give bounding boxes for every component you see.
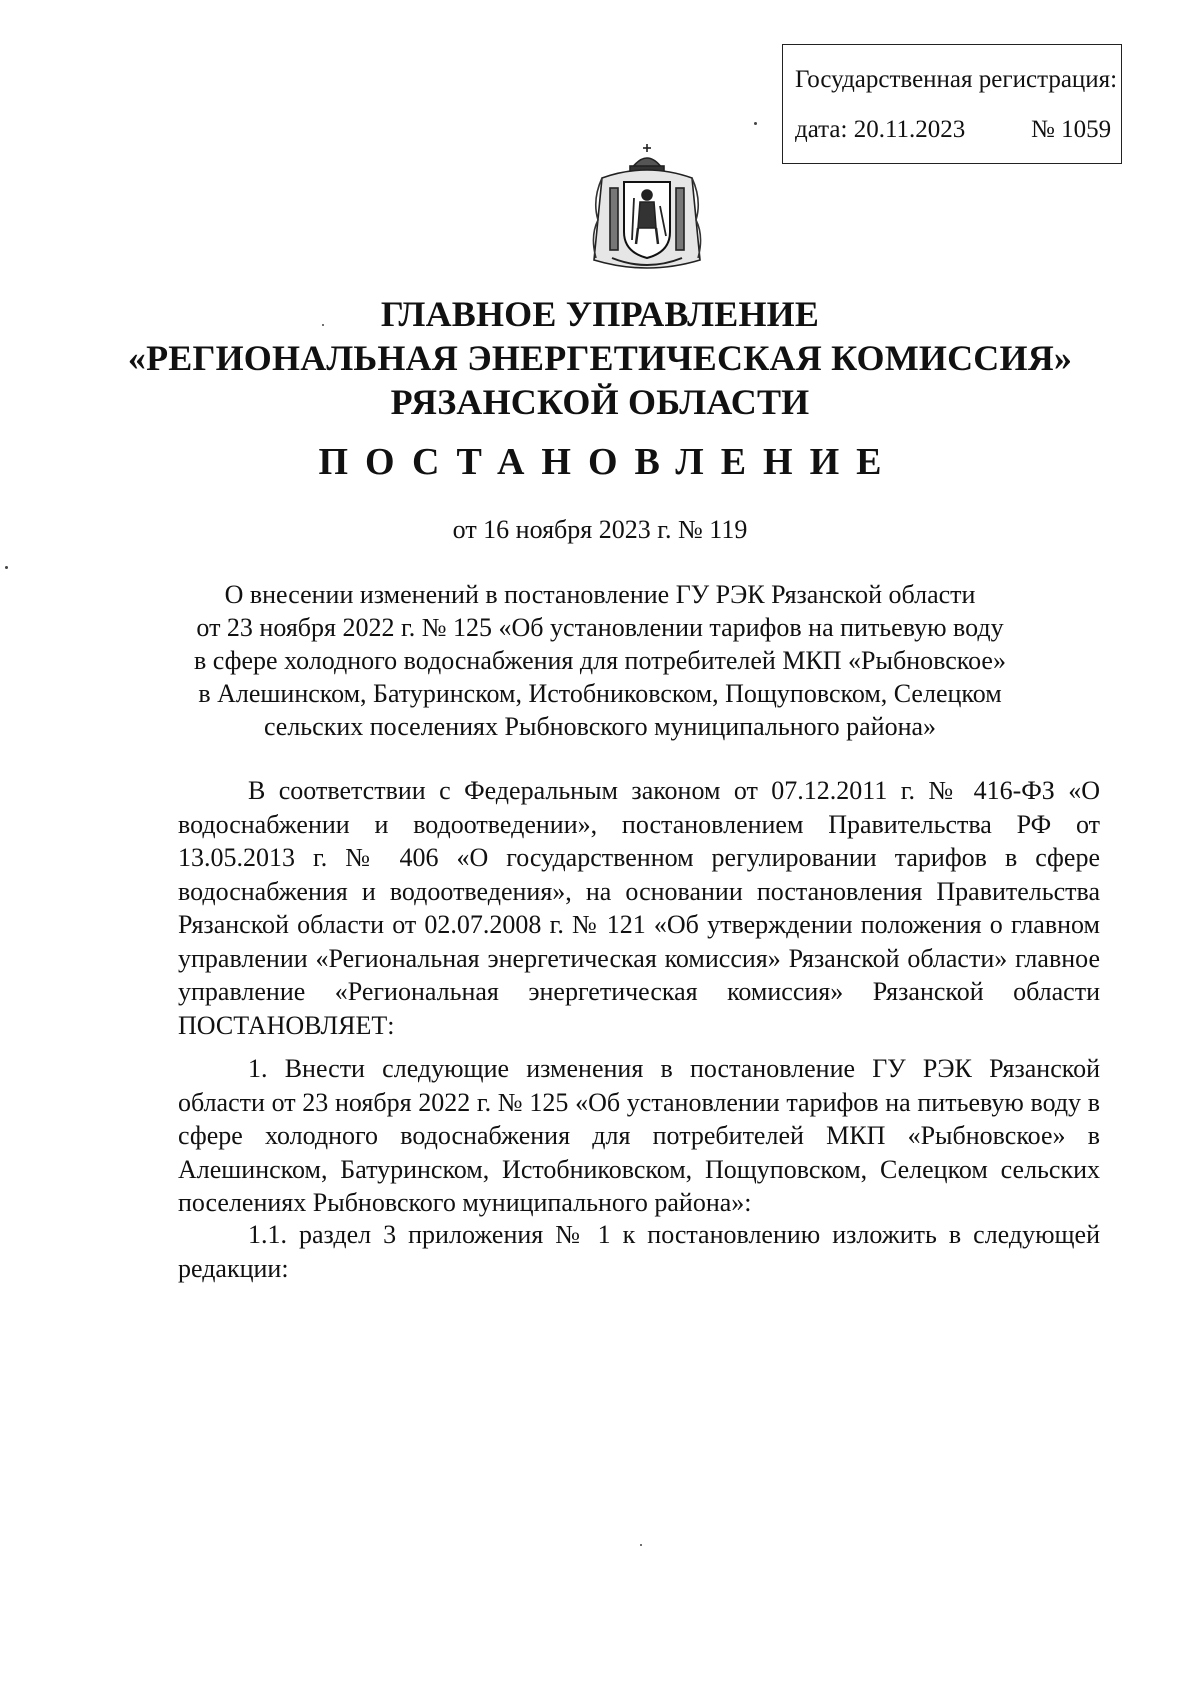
document-date-number: от 16 ноября 2023 г. № 119 bbox=[452, 515, 748, 544]
item-1-paragraph: 1. Внести следующие изменения в постановление ГУ РЭК Рязанской области от 23 ноября 2022 г. № 125 «Об установлении тарифов на питьевую воду в сфере холодного водоснабжения для потребителей МКП «Рыбновское» в Алешинском, Батуринском, Истобниковском, Пощуповском, Селецком сельских поселениях Рыбновского муниципального района»: bbox=[178, 1054, 1100, 1217]
organization-line-1: ГЛАВНОЕ УПРАВЛЕНИЕ bbox=[380, 294, 820, 334]
registration-date: дата: 20.11.2023 bbox=[795, 116, 966, 143]
subject-line-3: в сфере холодного водоснабжения для потребителей МКП «Рыбновское» bbox=[194, 646, 1006, 675]
organization-line-3: РЯЗАНСКОЙ ОБЛАСТИ bbox=[390, 382, 810, 422]
scan-speck bbox=[322, 324, 324, 326]
document-type-title: ПОСТАНОВЛЕНИЕ bbox=[318, 441, 899, 483]
organization-line-2: «РЕГИОНАЛЬНАЯ ЭНЕРГЕТИЧЕСКАЯ КОМИССИЯ» bbox=[127, 338, 1073, 378]
organization-name bbox=[0, 292, 1200, 424]
subject-line-1: О внесении изменений в постановление ГУ РЭК Рязанской области bbox=[224, 580, 976, 609]
registration-number: № 1059 bbox=[1031, 116, 1112, 143]
scan-speck bbox=[640, 1544, 642, 1546]
subject-line-4: в Алешинском, Батуринском, Истобниковском, Пощуповском, Селецком bbox=[198, 679, 1002, 708]
subject-line-2: от 23 ноября 2022 г. № 125 «Об установлении тарифов на питьевую воду bbox=[196, 613, 1004, 642]
item-1-1-paragraph: 1.1. раздел 3 приложения № 1 к постановлению изложить в следующей редакции: bbox=[178, 1220, 1100, 1283]
scan-speck bbox=[5, 566, 8, 569]
document-subject bbox=[0, 578, 1200, 743]
registration-stamp bbox=[782, 44, 1122, 164]
ryazan-coat-of-arms-icon bbox=[572, 140, 722, 280]
preamble-paragraph: В соответствии с Федеральным законом от 07.12.2011 г. № 416-ФЗ «О водоснабжении и водоотведении», постановлением Правительства РФ от 13.05.2013 г. № 406 «О государственном регулировании тарифов в сфере водоснабжения и водоотведения», на основании постановления Правительства Рязанской области от 02.07.2008 г. № 121 «Об утверждении положения о главном управлении «Региональная энергетическая комиссия» Рязанской области» главное управление «Региональная энергетическая комиссия» Рязанской области ПОСТАНОВЛЯЕТ: bbox=[178, 776, 1100, 1040]
subject-line-5: сельских поселениях Рыбновского муниципального района» bbox=[263, 712, 937, 741]
scan-speck bbox=[754, 122, 757, 125]
registration-title: Государственная регистрация: bbox=[795, 66, 1118, 93]
